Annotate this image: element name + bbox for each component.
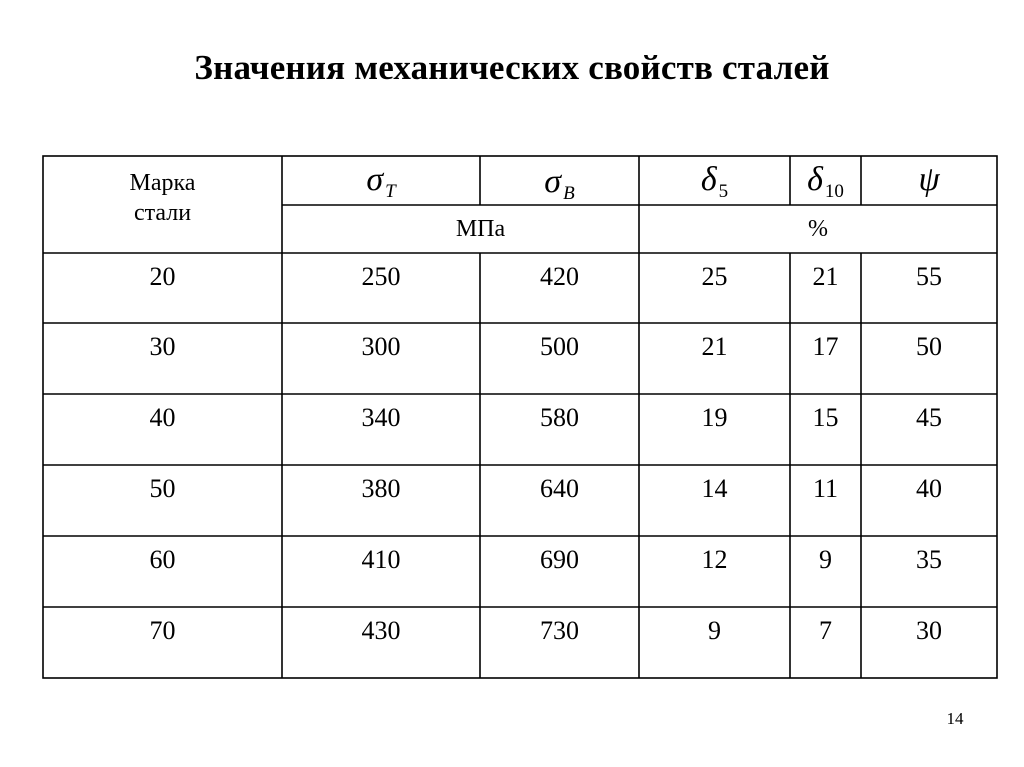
cell-elongation-5: 25: [701, 262, 728, 291]
cell-reduction-area: 55: [916, 262, 942, 291]
delta10-symbol: δ: [807, 161, 823, 198]
cell-elongation-5: 19: [701, 403, 728, 432]
cell-elongation-5: 9: [708, 616, 721, 645]
cell-steel-grade: 20: [149, 262, 176, 291]
cell-reduction-area: 30: [916, 616, 942, 645]
header-brand-line1: Марка: [129, 170, 196, 196]
cell-yield-strength: 300: [361, 332, 401, 361]
sigma-b-symbol: σ: [544, 163, 562, 200]
delta5-subscript: 5: [718, 181, 729, 202]
cell-elongation-5: 12: [701, 545, 728, 574]
slide-title: Значения механических свойств сталей: [194, 48, 830, 87]
cell-yield-strength: 380: [361, 474, 401, 503]
cell-steel-grade: 30: [149, 332, 176, 361]
cell-elongation-10: 9: [819, 545, 832, 574]
cell-tensile-strength: 500: [540, 332, 579, 361]
page-number: 14: [946, 709, 964, 728]
sigma-t-subscript: T: [385, 181, 396, 202]
cell-elongation-5: 14: [701, 474, 728, 503]
sigma-t-symbol: σ: [366, 161, 384, 198]
unit-mpa: МПа: [455, 216, 506, 242]
cell-elongation-10: 7: [819, 616, 832, 645]
cell-steel-grade: 40: [149, 403, 176, 432]
header-delta5: [639, 160, 790, 212]
header-psi: [861, 160, 997, 200]
cell-tensile-strength: 420: [540, 262, 579, 291]
cell-reduction-area: 50: [916, 332, 942, 361]
cell-reduction-area: 40: [916, 474, 942, 503]
header-delta10: [790, 160, 861, 212]
header-brand: [43, 168, 282, 228]
delta10-subscript: 10: [824, 181, 844, 202]
cell-yield-strength: 340: [361, 403, 401, 432]
cell-elongation-10: 11: [812, 474, 839, 503]
cell-elongation-10: 15: [812, 403, 839, 432]
cell-tensile-strength: 580: [540, 403, 579, 432]
cell-steel-grade: 50: [149, 474, 176, 503]
header-brand-line2: стали: [133, 200, 192, 226]
cell-tensile-strength: 640: [540, 474, 579, 503]
cell-yield-strength: 250: [361, 262, 401, 291]
cell-reduction-area: 35: [916, 545, 942, 574]
delta5-symbol: δ: [700, 161, 717, 198]
cell-tensile-strength: 690: [540, 545, 579, 574]
sigma-b-subscript: B: [563, 183, 575, 204]
cell-steel-grade: 60: [149, 545, 176, 574]
cell-tensile-strength: 730: [540, 616, 579, 645]
cell-elongation-10: 21: [812, 262, 839, 291]
cell-elongation-5: 21: [701, 332, 728, 361]
cell-elongation-10: 17: [812, 332, 839, 361]
unit-percent: %: [808, 216, 828, 242]
cell-yield-strength: 410: [361, 545, 401, 574]
cell-reduction-area: 45: [916, 403, 942, 432]
header-sigma-b: [480, 162, 639, 214]
cell-yield-strength: 430: [361, 616, 401, 645]
header-sigma-t: [282, 160, 480, 212]
psi-symbol: ψ: [918, 161, 940, 198]
cell-steel-grade: 70: [149, 616, 176, 645]
